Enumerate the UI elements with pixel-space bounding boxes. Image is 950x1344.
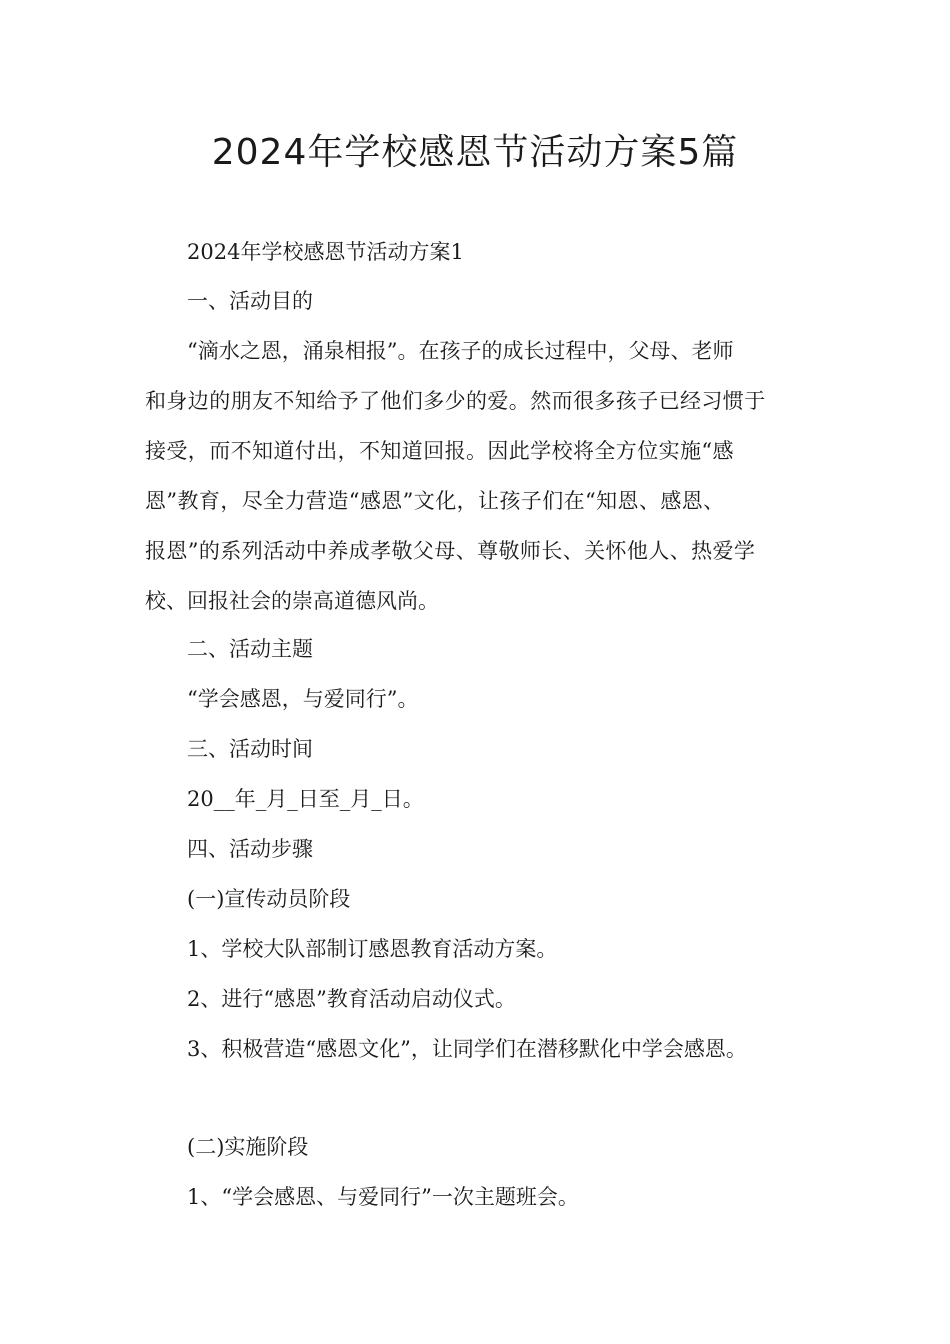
paragraph-line: 恩”教育，尽全力营造“感恩”文化，让孩子们在“知恩、感恩、 [145, 489, 725, 513]
plan-subtitle: 2024年学校感恩节活动方案1 [187, 240, 464, 264]
theme-text: “学会感恩，与爱同行”。 [187, 687, 419, 711]
paragraph-line: 接受，而不知道付出，不知道回报。因此学校将全方位实施“感 [145, 439, 734, 463]
stage-heading-implementation: (二)实施阶段 [187, 1135, 309, 1159]
list-item: 2、进行“感恩”教育活动启动仪式。 [187, 987, 516, 1011]
paragraph-line: 和身边的朋友不知给予了他们多少的爱。然而很多孩子已经习惯于 [145, 389, 766, 413]
paragraph-line: 校、回报社会的崇高道德风尚。 [145, 589, 439, 613]
time-text: 20__年_月_日至_月_日。 [187, 787, 424, 811]
list-item: 1、学校大队部制订感恩教育活动方案。 [187, 937, 558, 961]
section-heading-purpose: 一、活动目的 [187, 289, 313, 313]
section-heading-theme: 二、活动主题 [187, 637, 313, 661]
paragraph-line: 报恩”的系列活动中养成孝敬父母、尊敬师长、关怀他人、热爱学 [145, 539, 756, 563]
list-item: 3、积极营造“感恩文化”，让同学们在潜移默化中学会感恩。 [187, 1037, 747, 1061]
stage-heading-publicity: (一)宣传动员阶段 [187, 887, 351, 911]
section-heading-time: 三、活动时间 [187, 737, 313, 761]
list-item: 1、“学会感恩、与爱同行”一次主题班会。 [187, 1185, 579, 1209]
document-title: 2024年学校感恩节活动方案5篇 [211, 132, 739, 173]
section-heading-steps: 四、活动步骤 [187, 837, 313, 861]
paragraph-line: “滴水之恩，涌泉相报”。在孩子的成长过程中，父母、老师 [187, 339, 734, 363]
